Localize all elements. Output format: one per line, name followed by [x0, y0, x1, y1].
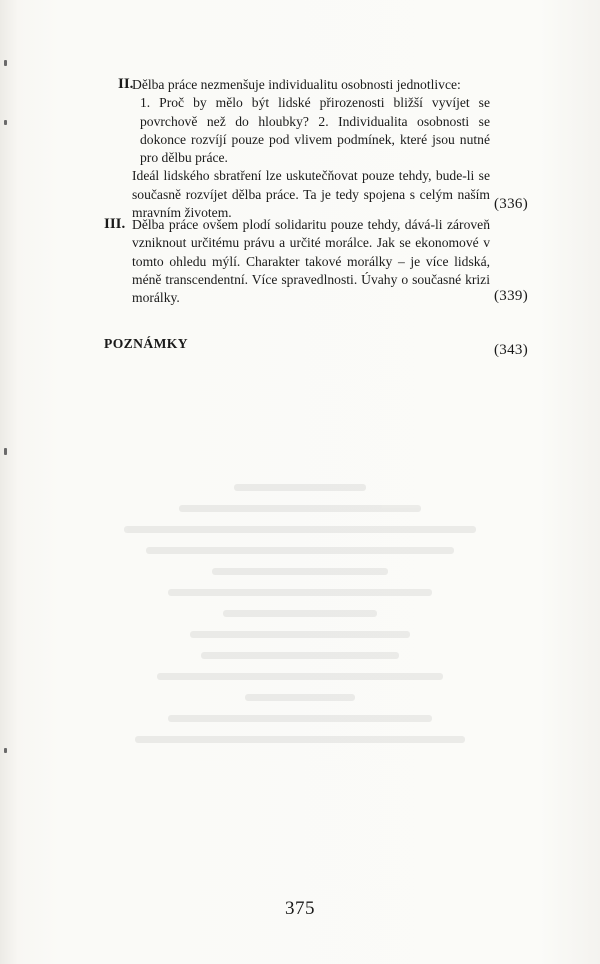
- section-line: 1. Proč by mělo být lidské přirozenosti bližší vyvíjet se povrchově než do hloubky? 2. Individualita osobnosti se dokonce rozvíjí pouze pod vlivem podmínek, které jsou nutné pro dělbu práce.: [140, 95, 490, 166]
- page-reference: (336): [494, 196, 528, 212]
- page-number: 375: [285, 898, 315, 919]
- show-through-text: [80, 470, 520, 870]
- section-text: [132, 76, 490, 222]
- page-edge-mark: [4, 448, 7, 455]
- section-numeral: II.: [118, 76, 134, 92]
- page-edge-mark: [4, 748, 7, 753]
- toc-section-ii: [104, 76, 528, 221]
- section-line: Ideál lidského sbratření lze uskutečňovat pouze tehdy, bude-li se současně rozvíjet dělba práce. Ta je tedy spojena s celým naším mravním životem.: [132, 168, 490, 221]
- page-edge-mark: [4, 120, 7, 125]
- section-numeral: III.: [104, 216, 126, 232]
- page-reference: (343): [494, 342, 528, 358]
- notes-title: POZNÁMKY: [104, 336, 188, 351]
- page-reference: (339): [494, 288, 528, 304]
- section-line: Dělba práce nezmenšuje individualitu osobnosti jednotlivce:: [132, 77, 461, 92]
- section-line: Dělba práce ovšem plodí solidaritu pouze tehdy, dává-li zároveň vzniknout určitému právu a určité morálce. Jak se ekonomové v tomto ohledu mýlí. Charakter takové morálky – je více lidská, méně transcendentní. Více spravedlnosti. Úvahy o současné krizi morálky.: [132, 217, 490, 306]
- section-text: [132, 216, 490, 307]
- page-edge-mark: [4, 60, 7, 66]
- toc-section-iii: [104, 216, 528, 316]
- toc-notes-entry: [104, 336, 528, 360]
